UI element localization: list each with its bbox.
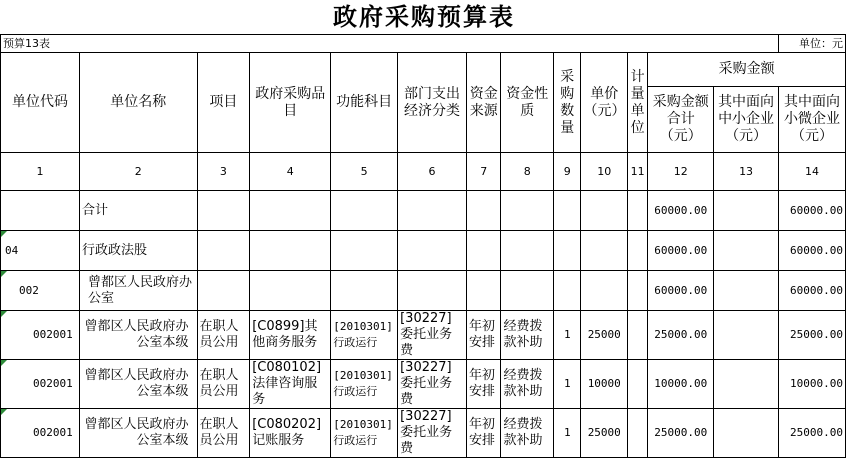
project-cell: 在职人员公用 <box>197 409 250 458</box>
unit-name-cell: 曾都区人民政府办公室本级 <box>80 360 198 409</box>
function-subject-cell: [2010301]行政运行 <box>331 360 398 409</box>
project-cell <box>197 271 250 311</box>
function-subject-cell: [2010301]行政运行 <box>331 311 398 360</box>
unit-label: 单位：元 <box>778 35 845 53</box>
purchase-qty-cell: 1 <box>554 311 581 360</box>
procurement-item-cell <box>250 231 331 271</box>
amount-total-cell: 60000.00 <box>648 271 714 311</box>
header-fund-source: 资金来源 <box>467 53 501 153</box>
column-number: 14 <box>778 153 845 191</box>
header-function-subject: 功能科目 <box>331 53 398 153</box>
column-number: 11 <box>628 153 648 191</box>
fund-nature-cell <box>501 271 554 311</box>
unit-price-cell <box>581 231 628 271</box>
column-number: 8 <box>501 153 554 191</box>
fund-nature-cell: 经费拨款补助 <box>501 311 554 360</box>
table-row <box>1 311 846 360</box>
measure-unit-cell <box>628 311 648 360</box>
unit-name-cell: 合计 <box>80 191 198 231</box>
amount-total-cell: 25000.00 <box>648 311 714 360</box>
measure-unit-cell <box>628 271 648 311</box>
info-row <box>1 35 846 53</box>
purchase-qty-cell <box>554 271 581 311</box>
header-procurement-item: 政府采购品目 <box>250 53 331 153</box>
fund-source-cell: 年初安排 <box>467 311 501 360</box>
unit-price-cell <box>581 191 628 231</box>
dept-expense-class-cell: [30227]委托业务费 <box>398 311 467 360</box>
function-subject-cell <box>331 191 398 231</box>
fund-nature-cell <box>501 191 554 231</box>
column-number: 4 <box>250 153 331 191</box>
purchase-qty-cell: 1 <box>554 360 581 409</box>
function-subject-cell <box>331 271 398 311</box>
form-code: 预算13表 <box>1 35 80 53</box>
unit-price-cell: 25000 <box>581 409 628 458</box>
header-fund-nature: 资金性质 <box>501 53 554 153</box>
unit-name-cell: 曾都区人民政府办公室 <box>80 271 198 311</box>
header-micro: 其中面向小微企业（元） <box>778 87 845 153</box>
fund-source-cell <box>467 271 501 311</box>
dept-expense-class-cell: [30227]委托业务费 <box>398 409 467 458</box>
fund-nature-cell <box>501 231 554 271</box>
header-measure-unit: 计量单位 <box>628 53 648 153</box>
sme-cell <box>714 271 779 311</box>
table-body <box>1 191 846 458</box>
micro-cell: 60000.00 <box>778 191 845 231</box>
header-row-1 <box>1 53 846 87</box>
unit-code-cell: 04 <box>1 231 80 271</box>
fund-source-cell: 年初安排 <box>467 409 501 458</box>
header-unit-code: 单位代码 <box>1 53 80 153</box>
unit-code-cell: 002001 <box>1 311 80 360</box>
purchase-qty-cell <box>554 231 581 271</box>
sme-cell <box>714 409 779 458</box>
table-row <box>1 231 846 271</box>
unit-code-cell <box>1 191 80 231</box>
measure-unit-cell <box>628 231 648 271</box>
table-row <box>1 271 846 311</box>
dept-expense-class-cell <box>398 271 467 311</box>
procurement-item-cell: [C0899]其他商务服务 <box>250 311 331 360</box>
sme-cell <box>714 311 779 360</box>
header-amount-total: 采购金额合计（元） <box>648 87 714 153</box>
column-number: 10 <box>581 153 628 191</box>
unit-code-cell: 002001 <box>1 360 80 409</box>
procurement-item-cell: [C080202]记账服务 <box>250 409 331 458</box>
header-purchase-qty: 采购数量 <box>554 53 581 153</box>
micro-cell: 25000.00 <box>778 409 845 458</box>
unit-price-cell: 10000 <box>581 360 628 409</box>
column-number: 7 <box>467 153 501 191</box>
micro-cell: 60000.00 <box>778 231 845 271</box>
purchase-qty-cell: 1 <box>554 409 581 458</box>
unit-code-cell: 002001 <box>1 409 80 458</box>
fund-nature-cell: 经费拨款补助 <box>501 409 554 458</box>
micro-cell: 25000.00 <box>778 311 845 360</box>
sme-cell <box>714 360 779 409</box>
fund-nature-cell: 经费拨款补助 <box>501 360 554 409</box>
fund-source-cell: 年初安排 <box>467 360 501 409</box>
function-subject-cell: [2010301]行政运行 <box>331 409 398 458</box>
unit-name-cell: 曾都区人民政府办公室本级 <box>80 311 198 360</box>
column-number: 12 <box>648 153 714 191</box>
dept-expense-class-cell <box>398 231 467 271</box>
column-number: 2 <box>80 153 198 191</box>
project-cell <box>197 231 250 271</box>
project-cell <box>197 191 250 231</box>
column-number: 9 <box>554 153 581 191</box>
purchase-qty-cell <box>554 191 581 231</box>
unit-name-cell: 曾都区人民政府办公室本级 <box>80 409 198 458</box>
header-purchase-amount: 采购金额 <box>648 53 846 87</box>
column-number: 3 <box>197 153 250 191</box>
procurement-budget-table <box>0 34 846 458</box>
measure-unit-cell <box>628 360 648 409</box>
procurement-item-cell <box>250 271 331 311</box>
header-unit-name: 单位名称 <box>80 53 198 153</box>
project-cell: 在职人员公用 <box>197 360 250 409</box>
header-sme: 其中面向中小企业（元） <box>714 87 779 153</box>
table-row <box>1 191 846 231</box>
unit-price-cell <box>581 271 628 311</box>
unit-name-cell: 行政政法股 <box>80 231 198 271</box>
table-row <box>1 409 846 458</box>
page-title: 政府采购预算表 <box>333 2 515 31</box>
procurement-item-cell <box>250 191 331 231</box>
column-number: 1 <box>1 153 80 191</box>
amount-total-cell: 60000.00 <box>648 231 714 271</box>
function-subject-cell <box>331 231 398 271</box>
micro-cell: 10000.00 <box>778 360 845 409</box>
fund-source-cell <box>467 231 501 271</box>
measure-unit-cell <box>628 191 648 231</box>
column-number: 6 <box>398 153 467 191</box>
sme-cell <box>714 191 779 231</box>
header-dept-expense-class: 部门支出经济分类 <box>398 53 467 153</box>
dept-expense-class-cell: [30227]委托业务费 <box>398 360 467 409</box>
procurement-item-cell: [C080102]法律咨询服务 <box>250 360 331 409</box>
amount-total-cell: 10000.00 <box>648 360 714 409</box>
amount-total-cell: 25000.00 <box>648 409 714 458</box>
unit-price-cell: 25000 <box>581 311 628 360</box>
dept-expense-class-cell <box>398 191 467 231</box>
fund-source-cell <box>467 191 501 231</box>
header-unit-price: 单价（元） <box>581 53 628 153</box>
micro-cell: 60000.00 <box>778 271 845 311</box>
table-row <box>1 360 846 409</box>
header-project: 项目 <box>197 53 250 153</box>
unit-code-cell: 002 <box>1 271 80 311</box>
column-number-row <box>1 153 846 191</box>
column-number: 5 <box>331 153 398 191</box>
column-number: 13 <box>714 153 779 191</box>
project-cell: 在职人员公用 <box>197 311 250 360</box>
amount-total-cell: 60000.00 <box>648 191 714 231</box>
measure-unit-cell <box>628 409 648 458</box>
sme-cell <box>714 231 779 271</box>
